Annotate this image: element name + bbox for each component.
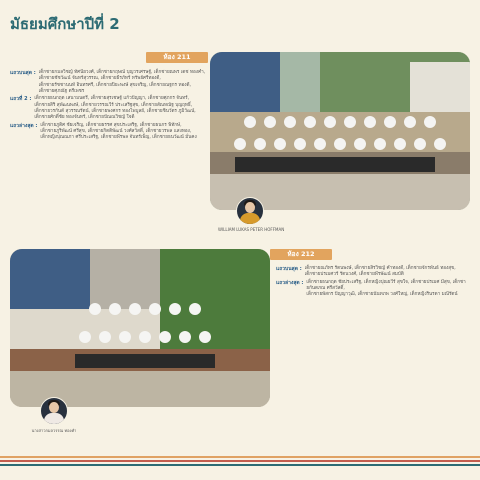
footer-stripes — [0, 456, 480, 468]
stripe — [0, 460, 480, 462]
stripe — [0, 456, 480, 458]
name-line: เด็กชายปรเมศวร์ รัตนวงศ์, เด็กชายพีรพัฒน์ สมบัติ — [304, 272, 404, 278]
room-211-tag: ห้อง 211 — [146, 52, 208, 63]
room-211-advisor — [218, 197, 285, 232]
name-line: เด็กชายภูดิศ ชัยเจริญ, เด็กชายธรรศ สุขประเสริฐ, เด็กชายธนกร พิทักษ์, — [40, 122, 182, 128]
name-line: เด็กชายสิริ สุพัฒนพงษ์, เด็กชายวรรณวีร์ ประเสริฐสุข, เด็กชายสัณหณัฐ บุญฤทธิ์, — [34, 102, 193, 108]
room-212-name-list — [276, 266, 472, 300]
row-names — [305, 266, 472, 279]
row-top — [276, 266, 472, 279]
name-line: เด็กชายณภัทร รัตนพงษ์, เด็กชายสิรวิชญ์ คำทองดี, เด็กชายจักรพันธ์ ทองสุข, — [304, 266, 456, 271]
row-label: แถวที่ 2 : — [10, 96, 32, 103]
page-title: มัธยมศึกษาปีที่ 2 — [10, 15, 120, 33]
name-line: เด็กชายวรกันต์ สุวรรณรัตน์, เด็กชายพงศกร ทองไพบูลย์, เด็กชายชินวัตร ภูมิวัฒน์, — [34, 108, 196, 114]
name-line: เด็กชายธนกฤต ชัยประเสริฐ, เด็กหญิงปุณยวีร์ สุขใจ, เด็กชายปรเมศ มีสุข, เด็กชายกันตภณ ศรีสวัสดิ์, — [306, 279, 466, 292]
room-211-class-photo — [210, 52, 470, 210]
name-line: เด็กชายภูริพัฒน์ ศรีสุข, เด็กชายกิตติพัฒน์ วงศ์สวัสดิ์, เด็กชายวรพล แสงทอง, — [40, 129, 192, 135]
name-line: เด็กชายศักดิ์ชัย ทองจันทร์, เด็กชายปัณณวิชญ์ ใจดี — [34, 115, 135, 121]
name-line: เด็กชายธนกฤต เสนามนตรี, เด็กชายสุรเชษฐ์ แก้วปัญญา, เด็กชายศุภกร จันทร์, — [34, 96, 190, 102]
row-label: แถวล่างสุด : — [10, 122, 38, 129]
name-line: เด็กชายกมลวิชญ์ ทัศนียวงศ์, เด็กชายกฤษณ์ บุญวรเศรษฐ์, เด็กชายณพร เดช ทองคำ, — [38, 70, 206, 75]
row-bottom — [10, 123, 210, 142]
room-211-name-list — [10, 70, 210, 143]
room-212-advisor — [22, 397, 86, 434]
name-line: เด็กชายพัสกร ปัญญาวุฒิ, เด็กชายนันทภพ วงศ์ใหญ่, เด็กหญิงรินรดา มณีรัตน์ — [306, 292, 458, 298]
row-names — [34, 96, 210, 121]
name-line: เด็กชายชัชวัฒน์ จันทร์สุวรรณ, เด็กชายธีรภัทร์ ทรัพย์ศรีทองดี, — [38, 76, 161, 82]
advisor-name: WILLIAM LUKAS PETER HOFFMAN — [218, 227, 285, 232]
room-212-class-photo — [10, 249, 270, 407]
row-label: แถวบนสุด : — [10, 70, 36, 76]
row-second — [10, 96, 210, 121]
name-line: เด็กหญิงปุณณภา ศรีประเสริฐ, เด็กชายพีรพล จันทร์เพ็ญ, เด็กชายธนวัฒน์ มั่นคง — [40, 135, 197, 141]
row-top — [10, 70, 210, 95]
row-names — [306, 280, 472, 299]
advisor-avatar — [40, 397, 68, 425]
row-names — [40, 123, 210, 142]
row-label: แถวล่างสุด : — [276, 279, 304, 286]
row-names — [39, 70, 210, 95]
advisor-avatar — [236, 197, 264, 225]
row-bottom — [276, 280, 472, 299]
name-line: เด็กชายรัชชานนท์ อินทรศรี, เด็กชายปิยะพงษ์ สุขเจริญ, เด็กชายณฐกร ทองดี, — [38, 82, 191, 88]
stripe — [0, 464, 480, 466]
room-212-tag: ห้อง 212 — [270, 249, 332, 260]
row-label: แถวบนสุด : — [276, 266, 302, 272]
name-line: เด็กชายศุภณัฐ ตรีเพชร — [38, 88, 85, 94]
advisor-name: นางสาวกมลวรรณ ทองคำ — [31, 428, 77, 433]
